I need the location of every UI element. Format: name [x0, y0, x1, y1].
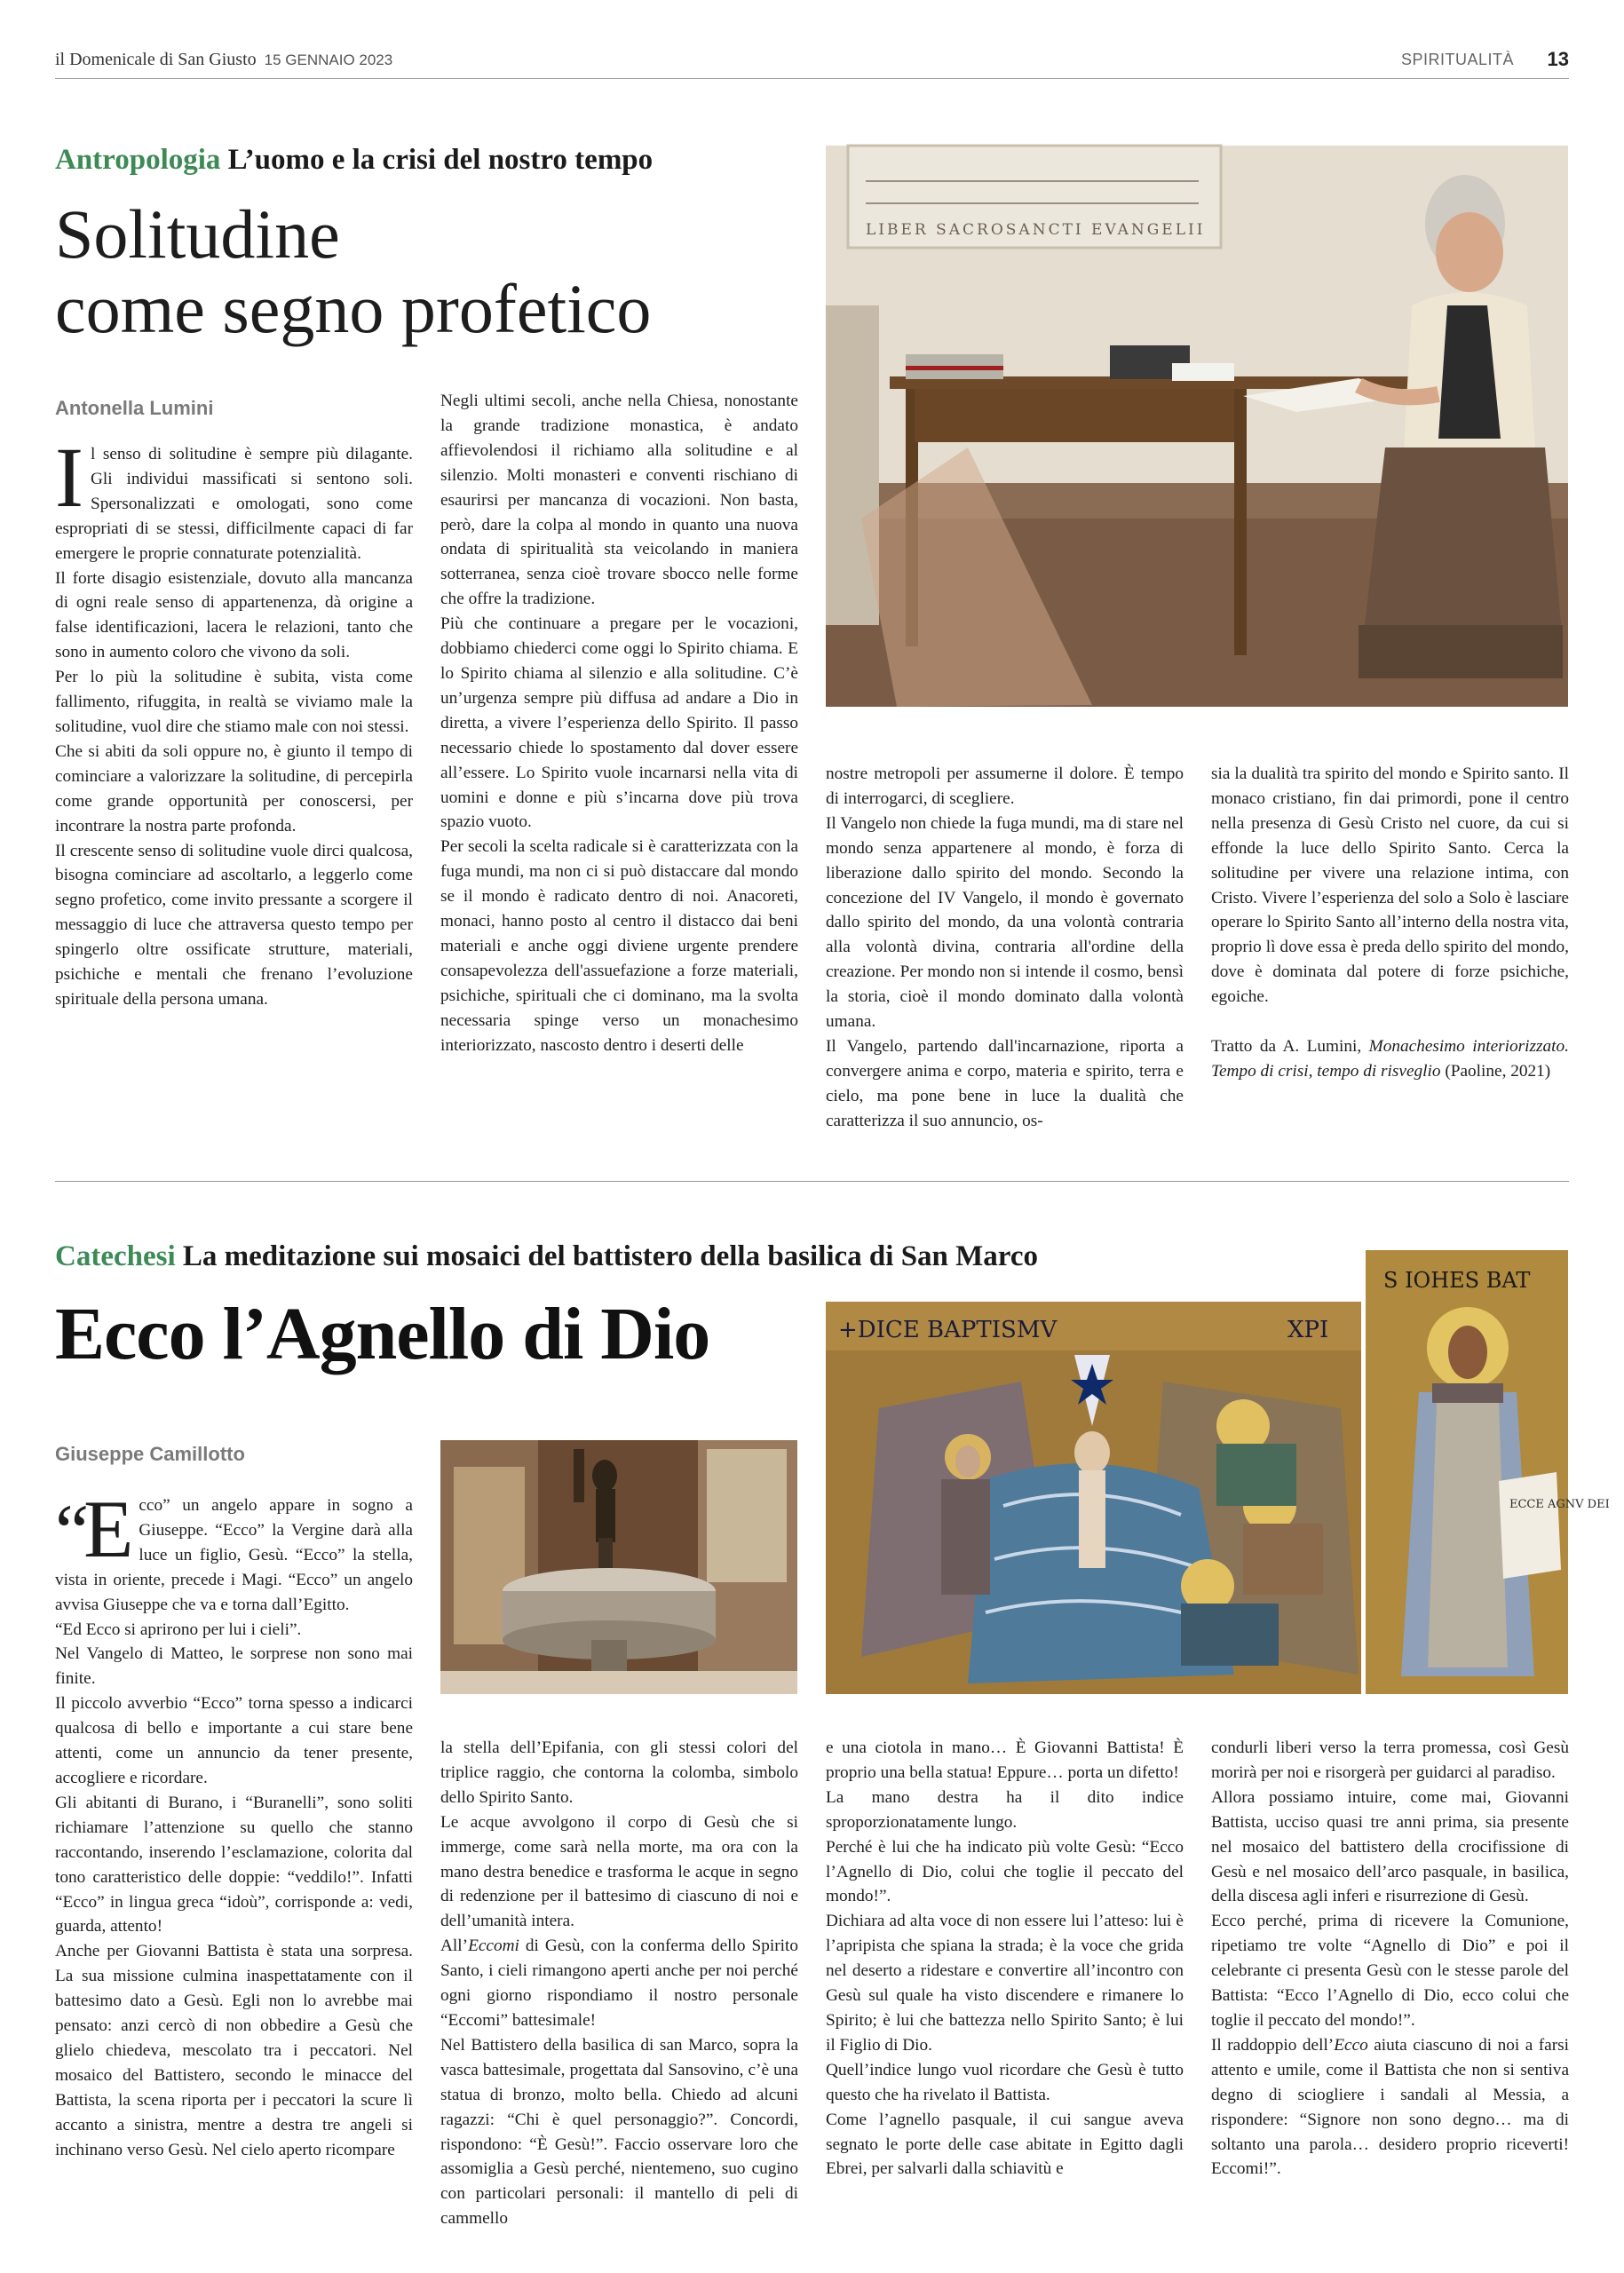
article1-column-1	[55, 430, 413, 1012]
baptismal-font-image	[440, 1440, 797, 1694]
article1-column-4	[1211, 762, 1569, 1084]
article1-title-line2: come segno profetico	[55, 270, 652, 347]
svg-text:LIBER SACROSANCTI EVANGELII: LIBER SACROSANCTI EVANGELII	[866, 221, 1206, 239]
article1-paragraph: nostre metropoli per assumerne il dolore. È tempo di interrogarci, di scegliere.	[826, 764, 1184, 808]
article2-paragraph: Le acque avvolgono il corpo di Gesù che si immerge, come sarà nella morte, ma ora con la mano destra benedice e trasforma le acque in segno di redenzione per il battesimo di ciascuno di noi e dell’umanità intera.	[440, 1812, 798, 1931]
woman-writing-photo	[826, 146, 1568, 707]
article2-paragraph: e una ciotola in mano… È Giovanni Battista! È proprio una bella statua! Eppure… porta un difetto!	[826, 1738, 1184, 1782]
article2-kicker	[55, 1239, 1038, 1274]
article2-paragraph: Il raddoppio dell’Ecco aiuta ciascuno di noi a farsi attento e umile, come il Battista che non si sentiva degno di sciogliere i sandali al Messia, a rispondere: “Signore non sono degno… ma di soltanto una parola… desidero proprio riceverti! Eccomi!”.	[1211, 2035, 1569, 2179]
issue-date: 15 GENNAIO 2023	[264, 51, 393, 68]
article2-paragraph: Nel Vangelo di Matteo, le sorprese non sono mai finite.	[55, 1644, 413, 1689]
article2-paragraph: Gli abitanti di Burano, i “Buranelli”, sono soliti richiamare l’attenzione su quello che stanno raccontando, inserendo l’esclamazione, colorita dal tono caratteristico delle doppie: “veddilo!”. Infatti “Ecco” in lingua greca “idoù”, corrisponde a: vedi, guarda, attento!	[55, 1793, 413, 1936]
article2-paragraph: Ecco perché, prima di ricevere la Comunione, ripetiamo tre volte “Agnello di Dio” e poi il celebrante ci presenta Gesù con le stesse parole del Battista: “Ecco l’Agnello di Dio, ecco colui che toglie il peccato del mondo!”.	[1211, 1912, 1569, 2030]
article2-author: Giuseppe Camillotto	[55, 1443, 245, 1465]
article1-column-3	[826, 762, 1184, 1134]
article1-source-credit: Tratto da A. Lumini, Monachesimo interiorizzato. Tempo di crisi, tempo di risveglio (Paoline, 2021)	[1211, 1037, 1569, 1081]
article2-category: Catechesi	[55, 1240, 176, 1272]
baptism-mosaic-photo	[826, 1302, 1361, 1694]
article1-paragraph: Per lo più la solitudine è subita, vista come fallimento, rifuggita, in realtà se viviamo male la solitudine, vuol dire che stiamo male con noi stessi.	[55, 668, 413, 736]
article2-column-3	[826, 1736, 1184, 2182]
article1-paragraph: Il forte disagio esistenziale, dovuto alla mancanza di ogni reale senso di appartenenza, dà origine a false identificazioni, lacera le relazioni, tanto che sono in aumento coloro che vivono da soli.	[55, 568, 413, 662]
publication-name: il Domenicale di San Giusto	[55, 50, 257, 69]
saint-john-mosaic-image	[1366, 1250, 1610, 1694]
article2-paragraph: La mano destra ha il dito indice sproporzionatamente lungo.	[826, 1787, 1184, 1832]
article1-paragraph: Che si abiti da soli oppure no, è giunto il tempo di cominciare a valorizzare la solitudine, di percepirla come grande opportunità per conoscersi, per incontrare la nostra parte profonda.	[55, 741, 413, 836]
article2-paragraph: Dichiara ad alta voce di non essere lui l’atteso: lui è l’apripista che spiana la strada; è la voce che grida nel deserto a ridestare e convertire all’incontro con Gesù sul quale ha visto discendere e rimanere lo Spirito; è lui che battezza nello Spirito Santo; è lui il Figlio di Dio.	[826, 1912, 1184, 2055]
article2-paragraph: Perché è lui che ha indicato più volte Gesù: “Ecco l’Agnello di Dio, colui che toglie il peccato del mondo!”.	[826, 1837, 1184, 1906]
article1-kicker-text: L’uomo e la crisi del nostro tempo	[227, 144, 654, 176]
article2-column-2	[440, 1736, 798, 2231]
header-rule	[55, 78, 1569, 79]
article2-paragraph: Il piccolo avverbio “Ecco” torna spesso a indicarci qualcosa di bello e importante a cui stare bene attenti, come un annuncio da tener presente, accogliere e ricordare.	[55, 1694, 413, 1787]
baptismal-font-photo	[440, 1440, 797, 1694]
svg-text:XPI: XPI	[1287, 1317, 1329, 1343]
article1-paragraph: Per secoli la scelta radicale si è caratterizzata con la fuga mundi, ma non ci si può distaccare dal mondo se il mondo è radicato dentro di noi. Anacoreti, monaci, hanno posto al centro il distacco dai beni materiali e anche oggi diviene urgente prendere consapevolezza dell'assuefazione a forze materiali, psichiche, spirituali che ci dominano, ma la svolta necessaria spinge verso un monachesimo interiorizzato, nascosto dentro i deserti delle	[440, 837, 798, 1055]
article2-column-4	[1211, 1736, 1569, 2182]
article2-column-1	[55, 1484, 413, 2162]
article2-paragraph: All’Eccomi di Gesù, con la conferma dello Spirito Santo, i cieli rimangono aperti anche per noi perché ogni giorno rispondiamo il nostro personale “Eccomi” battesimale!	[440, 1936, 798, 2030]
article1-title	[55, 197, 801, 346]
article1-kicker	[55, 142, 653, 178]
article2-title: Ecco l’Agnello di Dio	[55, 1293, 710, 1375]
article1-paragraph: Il senso di solitudine è sempre più dilagante. Gli individui massificati si sentono soli. Spersonalizzati e omologati, sono come espropriati di se stessi, difficilmente capaci di far emergere le proprie connaturate potenzialità.	[55, 430, 413, 563]
article2-paragraph: Quell’indice lungo vuol ricordare che Gesù è tutto questo che ha rivelato il Battista.	[826, 2060, 1184, 2104]
article2-paragraph: condurli liberi verso la terra promessa, così Gesù morirà per noi e risorgerà per guidarci al paradiso.	[1211, 1738, 1569, 1782]
article-divider	[55, 1181, 1569, 1182]
article2-paragraph: “Ed Ecco si aprirono per lui i cieli”.	[55, 1620, 302, 1639]
article2-paragraph: Allora possiamo intuire, come mai, Giovanni Battista, ucciso quasi tre anni prima, sia presente nel mosaico del battistero della crocifissione di Gesù e nel mosaico dell’arco pasquale, in basilica, della discesa agli inferi e risurrezione di Gesù.	[1211, 1787, 1569, 1906]
article1-paragraph: sia la dualità tra spirito del mondo e Spirito santo. Il monaco cristiano, fin dai primordi, pone il centro nella presenza di Gesù Cristo nel cuore, da cui si effonde la luce dello Spirito Santo. Cerca la solitudine per vivere una relazione intima, con Cristo. Vivere l’esperienza del solo a Solo è lasciare operare lo Spirito Santo all’interno della nostra vita, proprio lì dove essa è preda dello spirito del mondo, dove è dominata dal potere di forze psichiche, egoiche.	[1211, 764, 1569, 1007]
article2-dropcap: “E	[55, 1484, 134, 1574]
section-name: SPIRITUALITÀ	[1400, 51, 1514, 68]
article1-photo	[826, 146, 1568, 707]
article1-paragraph: Negli ultimi secoli, anche nella Chiesa, nonostante la grande tradizione monastica, è andato affievolendosi il richiamo alla solitudine e al silenzio. Molti monasteri e conventi rischiano di esaurirsi per mancanza di vocazioni. Non basta, però, dare la colpa al mondo in quanto una nuova ondata di spiritualità sta veicolando in maniera sotterranea, senza cioè trovare sbocco nelle forme che offre la tradizione.	[440, 392, 798, 609]
svg-text:ECCE AGNV DEI: ECCE AGNV DEI	[1509, 1498, 1610, 1511]
article1-dropcap: I	[55, 430, 83, 525]
article2-paragraph: Come l’agnello pasquale, il cui sangue aveva segnato le porte delle case abitate in Egitto dagli Ebrei, per salvarli dalla schiavitù e	[826, 2110, 1184, 2179]
svg-text:+DICE BAPTISMV: +DICE BAPTISMV	[838, 1317, 1058, 1343]
article1-category: Antropologia	[55, 144, 221, 176]
article1-paragraph: Il Vangelo, partendo dall'incarnazione, riporta a convergere anima e corpo, materia e spirito, terra e cielo, ma pone bene in luce la dualità che caratterizza il suo annuncio, os-	[826, 1036, 1184, 1130]
saint-john-mosaic-photo	[1366, 1250, 1610, 1694]
article1-author: Antonella Lumini	[55, 397, 214, 419]
article1-paragraph: Il crescente senso di solitudine vuole dirci qualcosa, bisogna cominciare ad ascoltarlo, a leggerlo come segno profetico, come invito pressante a scorgere il messaggio di luce che attraversa questo tempo per spingerlo oltre ossificate strutture, materiali, psichiche e mentali che frenano l’evoluzione spirituale della persona umana.	[55, 841, 413, 1009]
page-number: 13	[1547, 48, 1569, 70]
publication-line	[55, 50, 392, 70]
article1-column-2	[440, 389, 798, 1057]
article2-paragraph: “E cco” un angelo appare in sogno a Giuseppe. “Ecco” la Vergine darà alla luce un figlio, Gesù. “Ecco” la stella, vista in oriente, precede i Magi. “Ecco” un angelo avvisa Giuseppe che va e torna dall’Egitto.	[55, 1484, 413, 1614]
article2-paragraph: Nel Battistero della basilica di san Marco, sopra la vasca battesimale, progettata dal Sansovino, c’è una statua di bronzo, molto bella. Chiedo ad alcuni ragazzi: “Chi è quel personaggio?”. Concordi, rispondono: “È Gesù!”. Faccio osservare loro che assomiglia a Gesù perché, nientemeno, suo cugino con particolari personali: il mantello di peli di cammello	[440, 2035, 798, 2229]
article2-paragraph: la stella dell’Epifania, con gli stessi colori del triplice raggio, che contorna la colomba, simbolo dello Spirito Santo.	[440, 1738, 798, 1807]
baptism-mosaic-image	[826, 1302, 1361, 1694]
article1-paragraph: Più che continuare a pregare per le vocazioni, dobbiamo chiederci come oggi lo Spirito chiama. E lo Spirito chiama al silenzio e alla solitudine. C’è un’urgenza sempre più diffusa ad andare a Dio in diretta, a vivere l’esperienza dello Spirito. Il passo necessario chiede lo spostamento dal dover essere all’essere. Lo Spirito vuole incarnarsi nella vita di uomini e donne e più s’incarna dove più trova spazio vuoto.	[440, 614, 798, 832]
article1-paragraph: Il Vangelo non chiede la fuga mundi, ma di stare nel mondo senza appartenere al mondo, è forza di liberazione dallo spirito del mondo. Secondo la concezione del IV Vangelo, il mondo è governato dallo spirito del mondo, da una volontà contraria alla volontà divina, contraria all'ordine della creazione. Per mondo non si intende il cosmo, bensì la storia, cioè il mondo dominato dalla volontà umana.	[826, 813, 1184, 1032]
running-header	[55, 50, 1569, 75]
svg-text:S IOHES BAT: S IOHES BAT	[1383, 1268, 1531, 1293]
article2-paragraph: Anche per Giovanni Battista è stata una sorpresa. La sua missione culmina inaspettatamente con il battesimo dato a Gesù. Egli non lo avrebbe mai pensato: anzi cercò di non obbedire a Gesù che glielo chiedeva, mescolato tra i peccatori. Nel mosaico del Battistero, secondo le minacce del Battista, la scena riporta per i peccatori la scure lì accanto a sinistra, mentre a destra tre angeli si inchinano verso Gesù. Nel cielo aperto ricompare	[55, 1942, 413, 2159]
article2-kicker-text: La meditazione sui mosaici del battistero della basilica di San Marco	[182, 1240, 1038, 1272]
article1-title-line1: Solitudine	[55, 195, 340, 273]
